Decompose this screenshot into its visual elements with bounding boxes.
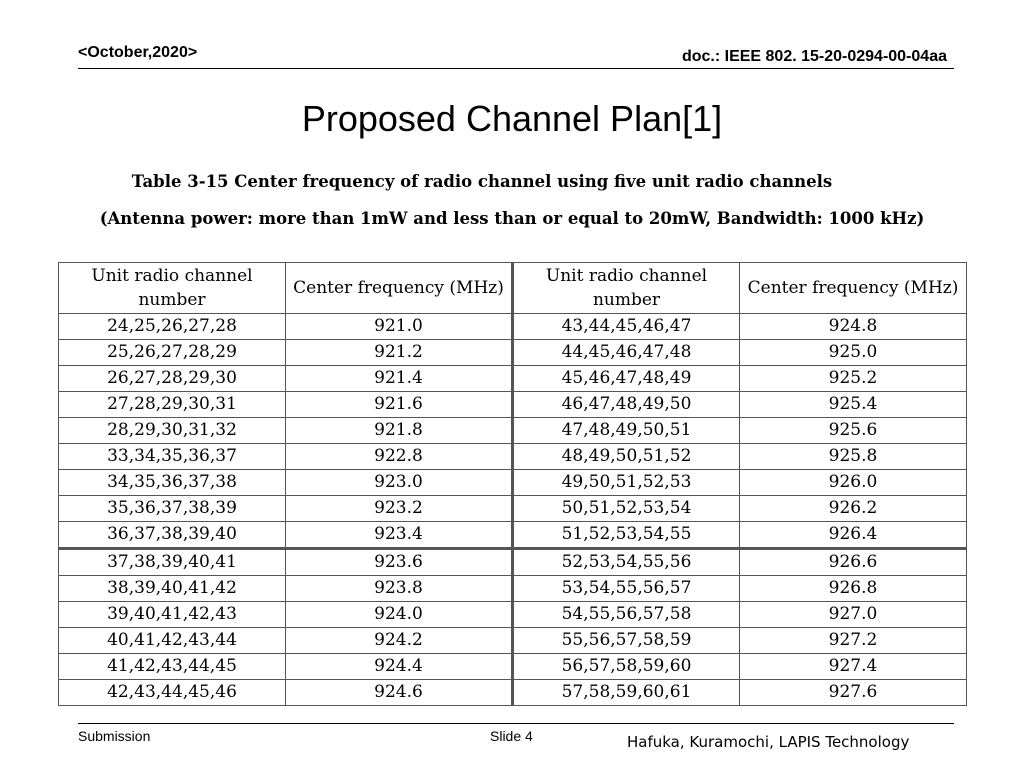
unit-channel-right-cell: 49,50,51,52,53 — [513, 470, 740, 496]
unit-channel-left-cell: 28,29,30,31,32 — [59, 418, 286, 444]
unit-channel-left-cell: 35,36,37,38,39 — [59, 496, 286, 522]
center-freq-right-cell: 926.0 — [740, 470, 967, 496]
table-row — [59, 654, 967, 680]
table-row — [59, 366, 967, 392]
center-freq-right-cell: 927.6 — [740, 680, 967, 706]
unit-channel-right-cell: 52,53,54,55,56 — [513, 549, 740, 576]
table-caption-line2: (Antenna power: more than 1mW and less than or equal to 20mW, Bandwidth: 1000 kHz) — [99, 209, 925, 228]
center-freq-left-cell: 921.0 — [286, 314, 513, 340]
unit-channel-right-cell: 57,58,59,60,61 — [513, 680, 740, 706]
unit-channel-right-cell: 53,54,55,56,57 — [513, 576, 740, 602]
center-freq-right-cell: 924.8 — [740, 314, 967, 340]
footer-authors: Hafuka, Kuramochi, LAPIS Technology — [627, 733, 910, 751]
center-freq-left-cell: 921.6 — [286, 392, 513, 418]
unit-channel-left-cell: 38,39,40,41,42 — [59, 576, 286, 602]
table-row — [59, 340, 967, 366]
table-row — [59, 628, 967, 654]
table-row — [59, 470, 967, 496]
center-freq-left-cell: 922.8 — [286, 444, 513, 470]
center-freq-right-cell: 926.4 — [740, 522, 967, 549]
table-row — [59, 444, 967, 470]
table-row — [59, 522, 967, 549]
unit-channel-right-cell: 51,52,53,54,55 — [513, 522, 740, 549]
table-row — [59, 314, 967, 340]
center-freq-right-cell: 927.2 — [740, 628, 967, 654]
unit-channel-right-cell: 47,48,49,50,51 — [513, 418, 740, 444]
table-row — [59, 549, 967, 576]
header-center-freq-right: Center frequency (MHz) — [740, 263, 967, 314]
unit-channel-left-cell: 39,40,41,42,43 — [59, 602, 286, 628]
center-freq-right-cell: 927.0 — [740, 602, 967, 628]
center-freq-left-cell: 923.2 — [286, 496, 513, 522]
unit-channel-right-cell: 43,44,45,46,47 — [513, 314, 740, 340]
center-freq-left-cell: 924.2 — [286, 628, 513, 654]
header-unit-channel-right: Unit radio channel number — [513, 263, 740, 314]
center-freq-left-cell: 924.0 — [286, 602, 513, 628]
center-freq-right-cell: 926.2 — [740, 496, 967, 522]
unit-channel-right-cell: 48,49,50,51,52 — [513, 444, 740, 470]
unit-channel-left-cell: 40,41,42,43,44 — [59, 628, 286, 654]
header-unit-channel-left: Unit radio channel number — [59, 263, 286, 314]
center-freq-right-cell: 925.6 — [740, 418, 967, 444]
table-row — [59, 418, 967, 444]
unit-channel-left-cell: 42,43,44,45,46 — [59, 680, 286, 706]
channel-plan-table — [58, 262, 967, 706]
table-caption-line1: Table 3-15 Center frequency of radio channel using five unit radio channels — [131, 172, 833, 191]
footer-slide-number: Slide 4 — [490, 728, 533, 744]
center-freq-left-cell: 923.4 — [286, 522, 513, 549]
unit-channel-left-cell: 34,35,36,37,38 — [59, 470, 286, 496]
header-doc-id: doc.: IEEE 802. 15-20-0294-00-04aa — [681, 48, 947, 65]
unit-channel-left-cell: 25,26,27,28,29 — [59, 340, 286, 366]
center-freq-right-cell: 927.4 — [740, 654, 967, 680]
table-row — [59, 576, 967, 602]
center-freq-left-cell: 923.0 — [286, 470, 513, 496]
center-freq-left-cell: 923.8 — [286, 576, 513, 602]
unit-channel-left-cell: 24,25,26,27,28 — [59, 314, 286, 340]
table-row — [59, 680, 967, 706]
header-center-freq-left: Center frequency (MHz) — [286, 263, 513, 314]
unit-channel-left-cell: 26,27,28,29,30 — [59, 366, 286, 392]
unit-channel-right-cell: 56,57,58,59,60 — [513, 654, 740, 680]
header-rule — [78, 68, 954, 69]
center-freq-right-cell: 925.2 — [740, 366, 967, 392]
unit-channel-right-cell: 45,46,47,48,49 — [513, 366, 740, 392]
unit-channel-left-cell: 36,37,38,39,40 — [59, 522, 286, 549]
footer-rule — [78, 723, 954, 724]
center-freq-left-cell: 924.4 — [286, 654, 513, 680]
unit-channel-left-cell: 27,28,29,30,31 — [59, 392, 286, 418]
unit-channel-left-cell: 41,42,43,44,45 — [59, 654, 286, 680]
unit-channel-right-cell: 44,45,46,47,48 — [513, 340, 740, 366]
center-freq-right-cell: 925.4 — [740, 392, 967, 418]
center-freq-right-cell: 926.6 — [740, 549, 967, 576]
unit-channel-right-cell: 54,55,56,57,58 — [513, 602, 740, 628]
unit-channel-right-cell: 55,56,57,58,59 — [513, 628, 740, 654]
center-freq-left-cell: 923.6 — [286, 549, 513, 576]
center-freq-left-cell: 921.2 — [286, 340, 513, 366]
center-freq-right-cell: 926.8 — [740, 576, 967, 602]
footer-submission: Submission — [78, 728, 151, 744]
table-header-row — [59, 263, 967, 314]
center-freq-right-cell: 925.8 — [740, 444, 967, 470]
table-row — [59, 602, 967, 628]
slide-title: Proposed Channel Plan[1] — [301, 98, 723, 139]
header-date: <October,2020> — [78, 44, 198, 61]
table-row — [59, 392, 967, 418]
center-freq-right-cell: 925.0 — [740, 340, 967, 366]
unit-channel-right-cell: 50,51,52,53,54 — [513, 496, 740, 522]
unit-channel-left-cell: 37,38,39,40,41 — [59, 549, 286, 576]
table-row — [59, 496, 967, 522]
center-freq-left-cell: 921.4 — [286, 366, 513, 392]
center-freq-left-cell: 921.8 — [286, 418, 513, 444]
unit-channel-left-cell: 33,34,35,36,37 — [59, 444, 286, 470]
center-freq-left-cell: 924.6 — [286, 680, 513, 706]
unit-channel-right-cell: 46,47,48,49,50 — [513, 392, 740, 418]
